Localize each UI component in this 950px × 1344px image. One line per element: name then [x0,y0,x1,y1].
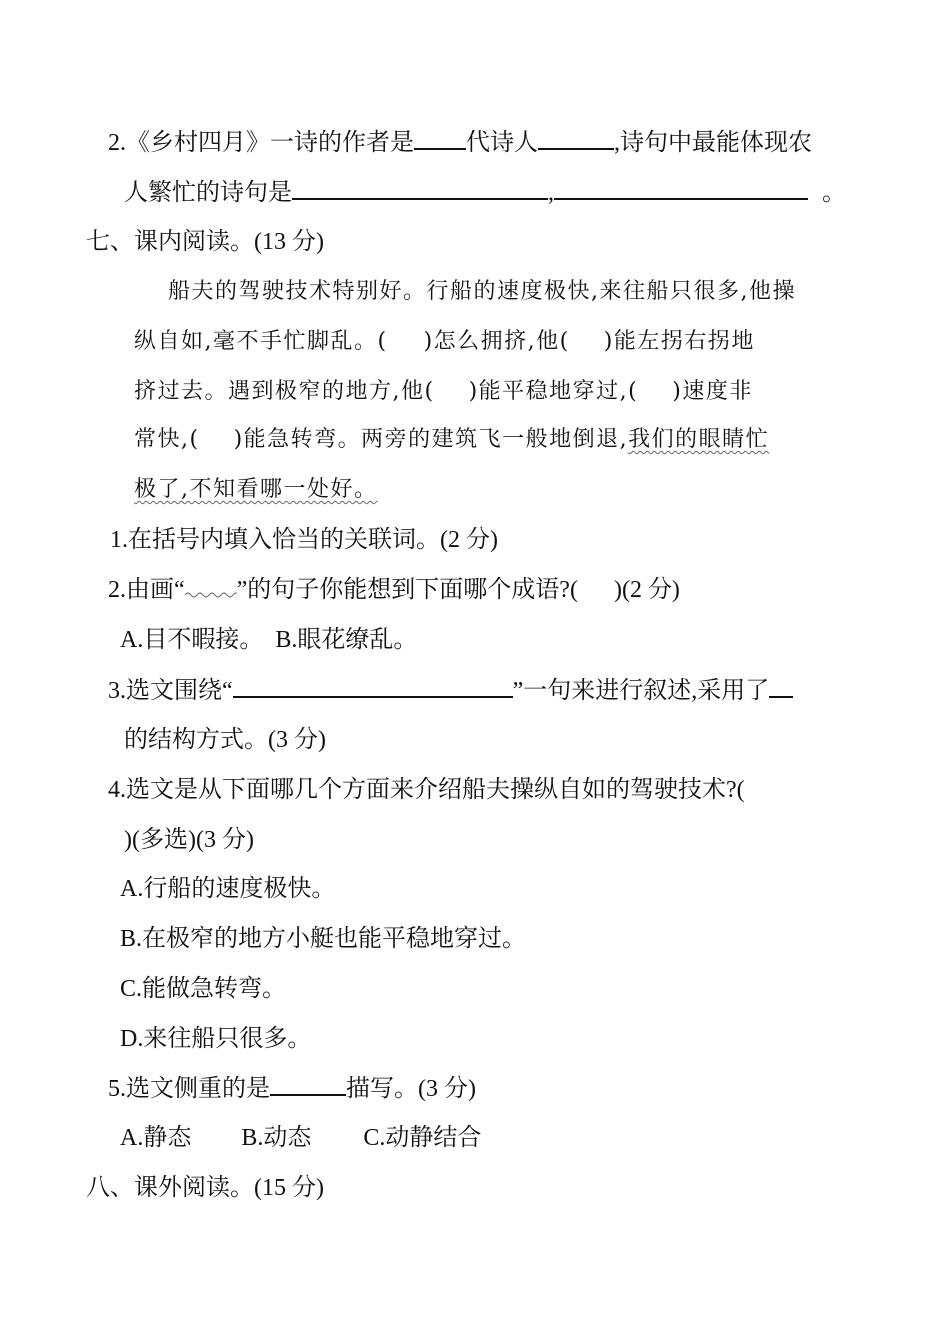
question-text: 2.《乡村四月》一诗的作者是 [108,130,414,156]
question-4-option-a: A.行船的速度极快。 [120,876,336,902]
poem-question-2-line1 [108,126,812,158]
question-text: 。 [822,180,846,206]
dynasty-blank[interactable] [414,126,466,150]
passage-text: 常快,( [134,427,200,452]
passage-text: )怎么拥挤,他( [423,329,570,354]
option-b: B.动态 [241,1125,312,1151]
passage-line-4 [134,424,769,456]
question-text: ”一句来进行叙述,采用了 [512,678,770,704]
passage-text: 挤过去。遇到极窄的地方,他( [134,379,435,404]
passage-line-5 [134,474,378,506]
section-8-heading: 八、课外阅读。(15 分) [86,1175,324,1201]
question-4-option-c: C.能做急转弯。 [120,976,287,1002]
question-4-option-d: D.来往船只很多。 [120,1026,312,1052]
question-text: 代诗人 [466,130,538,156]
question-3-line2: 的结构方式。(3 分) [124,727,326,753]
question-5 [108,1072,476,1104]
passage-text: )能左拐右拐地 [603,329,755,354]
question-text: 5.选文侧重的是 [108,1076,270,1102]
passage-text: )能急转弯。两旁的建筑飞一般地倒退, [233,427,629,452]
passage-text: 纵自如,毫不手忙脚乱。( [134,329,388,354]
option-c: C.动静结合 [363,1125,482,1151]
question-4: 4.选文是从下面哪几个方面来介绍船夫操纵自如的驾驶技术?( [108,777,745,803]
question-text: 人繁忙的诗句是 [124,180,292,206]
question-3 [108,674,793,706]
structure-blank[interactable] [769,674,793,698]
passage-line-2 [134,326,755,358]
question-text: , [548,180,554,206]
question-text: 3.选文围绕“ [108,678,233,704]
section-7-heading: 七、课内阅读。(13 分) [86,229,324,255]
question-4-option-b: B.在极窄的地方小艇也能平稳地穿过。 [120,926,527,952]
question-text: )(2 分) [613,577,680,603]
poem-question-2-line2 [124,176,846,208]
question-2-options: A.目不暇接。 B.眼花缭乱。 [120,627,418,653]
question-text: ”的句子你能想到下面哪个成语?( [236,577,578,603]
description-type-blank[interactable] [270,1072,346,1096]
wavy-underlined-sentence: 我们的眼睛忙 [628,427,770,452]
passage-text: )能平稳地穿过,( [468,379,639,404]
question-5-options [120,1122,481,1154]
wavy-line-sample [185,577,237,597]
verse-blank-2[interactable] [554,176,808,200]
question-text: 描写。(3 分) [346,1076,476,1102]
passage-line-1: 船夫的驾驶技术特别好。行船的速度极快,来往船只很多,他操 [168,279,796,304]
verse-blank-1[interactable] [292,176,548,200]
wavy-underlined-sentence: 极了,不知看哪一处好。 [134,477,378,502]
question-4-line2: )(多选)(3 分) [124,827,254,853]
question-text: 2.由画“ [108,577,185,603]
option-a: A.静态 [120,1125,192,1151]
poet-blank[interactable] [538,126,614,150]
question-1: 1.在括号内填入恰当的关联词。(2 分) [110,527,498,553]
question-2 [108,574,680,606]
passage-text: )速度非 [672,379,753,404]
question-text: ,诗句中最能体现农 [614,130,812,156]
passage-line-3 [134,376,753,408]
sentence-blank[interactable] [233,674,513,698]
